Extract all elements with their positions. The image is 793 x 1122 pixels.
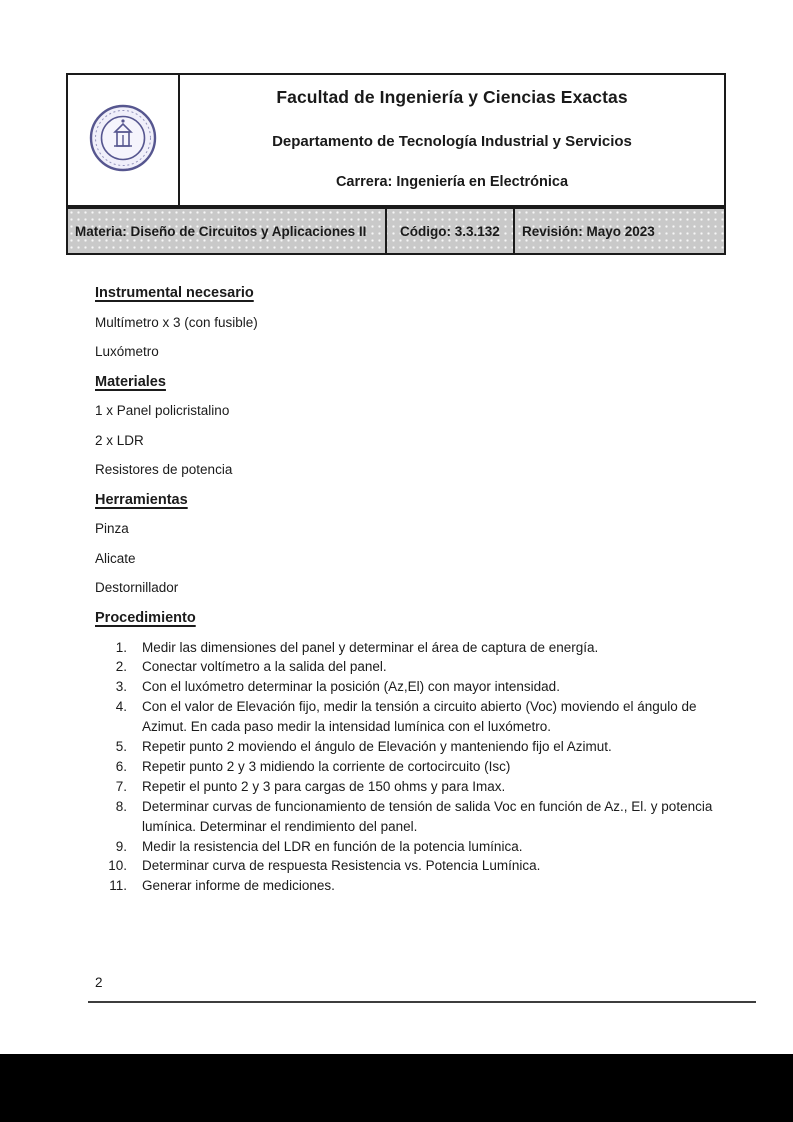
codigo-cell: Código: 3.3.132	[387, 209, 515, 253]
list-item: Pinza	[95, 521, 129, 536]
procedure-step: Repetir punto 2 moviendo el ángulo de Elevación y manteniendo fijo el Azimut.	[142, 739, 612, 755]
procedure-step: Con el valor de Elevación fijo, medir la tensión a circuito abierto (Voc) moviendo el ángulo de Azimut. En cada paso medir la intensidad lumínica con el luxómetro.	[142, 699, 697, 735]
procedure-step: Determinar curva de respuesta Resistencia vs. Potencia Lumínica.	[142, 858, 541, 874]
faculty-title: Facultad de Ingeniería y Ciencias Exactas	[276, 87, 628, 107]
header-title-row	[66, 73, 726, 207]
list-item: Multímetro x 3 (con fusible)	[95, 314, 258, 330]
materia-cell: Materia: Diseño de Circuitos y Aplicaciones II	[68, 209, 387, 253]
list-item: Resistores de potencia	[95, 462, 233, 477]
career-title: Carrera: Ingeniería en Electrónica	[335, 174, 569, 190]
page-footer	[88, 975, 756, 1003]
logo-cell	[68, 75, 180, 205]
list-item: 2 x LDR	[95, 432, 144, 448]
bottom-black-band	[0, 1054, 793, 1122]
procedure-step: Generar informe de mediciones.	[142, 878, 335, 894]
list-item: Luxómetro	[95, 344, 159, 359]
revision-cell: Revisión: Mayo 2023	[522, 223, 655, 239]
procedure-step: Repetir el punto 2 y 3 para cargas de 150 ohms y para Imax.	[142, 778, 506, 794]
list-item: 1 x Panel policristalino	[95, 403, 230, 418]
footer-rule	[88, 1001, 756, 1003]
document-body	[95, 285, 727, 896]
procedure-step: Medir las dimensiones del panel y determinar el área de captura de energía.	[142, 639, 599, 655]
department-title: Departamento de Tecnología Industrial y Servicios	[272, 133, 632, 150]
header-table	[66, 73, 726, 255]
procedure-step: Medir la resistencia del LDR en función de la potencia lumínica.	[142, 838, 523, 854]
university-seal-icon	[87, 102, 159, 179]
list-item: Alicate	[95, 550, 136, 566]
header-meta-row	[66, 207, 726, 255]
section-heading-instrumental: Instrumental necesario	[95, 285, 254, 301]
header-titles	[180, 75, 724, 205]
procedure-step: Determinar curvas de funcionamiento de tensión de salida Voc en función de Az., El. y potencia lumínica. Determinar el rendimiento del panel.	[142, 798, 713, 834]
section-heading-materiales: Materiales	[95, 373, 166, 390]
procedure-step: Con el luxómetro determinar la posición (Az,El) con mayor intensidad.	[142, 679, 560, 695]
page-number: 2	[95, 975, 103, 990]
list-item: Destornillador	[95, 580, 179, 595]
section-heading-procedimiento: Procedimiento	[95, 609, 196, 626]
procedure-step: Conectar voltímetro a la salida del panel.	[142, 659, 387, 675]
procedure-step: Repetir punto 2 y 3 midiendo la corriente de cortocircuito (Isc)	[142, 758, 511, 774]
procedure-steps-list	[95, 638, 727, 897]
section-heading-herramientas: Herramientas	[95, 491, 188, 508]
